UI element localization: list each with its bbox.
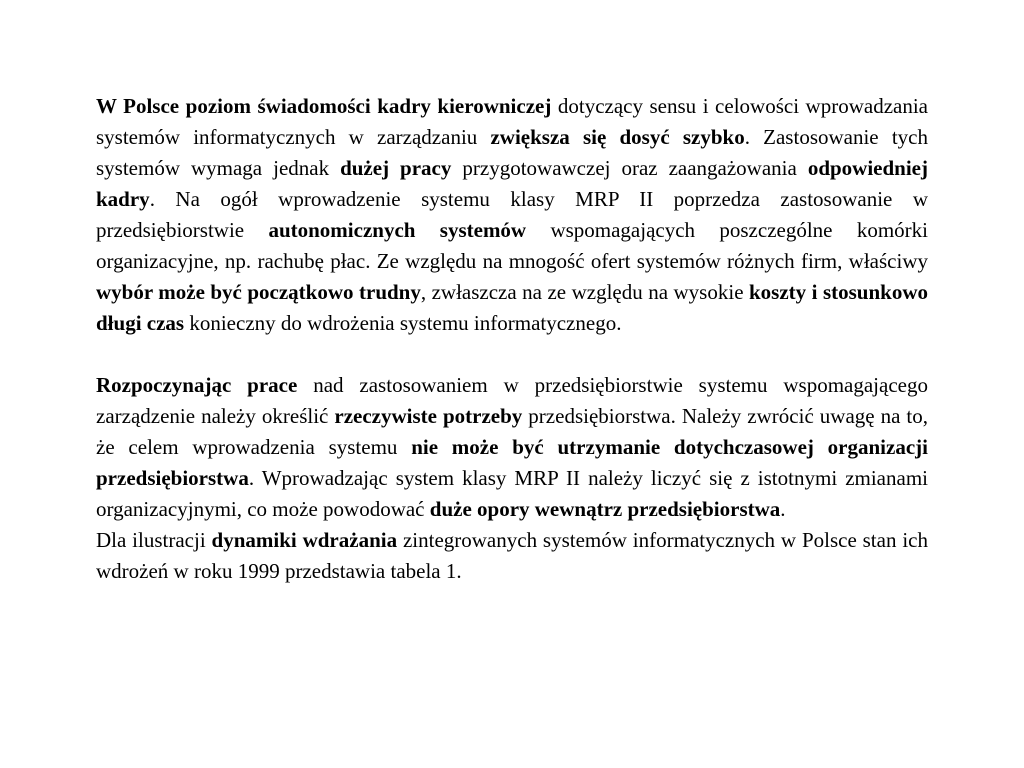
paragraph-starting-work	[96, 370, 928, 525]
text-run: wspomagających poszczególne komórki organizacyjne, np. rachubę płac. Ze względu na mnogość ofert systemów różnych firm, właściwy	[96, 218, 928, 273]
text-run: konieczny do wdrożenia systemu informatycznego.	[184, 311, 622, 335]
text-run: nad zastosowaniem w przedsiębiorstwie systemu wspomagającego zarządzenie należy określić	[96, 373, 928, 428]
text-run: Dla ilustracji	[96, 528, 212, 552]
paragraph-illustration	[96, 525, 928, 587]
paragraph-awareness	[96, 91, 928, 339]
bold-phrase: autonomicznych systemów	[268, 218, 527, 242]
bold-phrase: duże opory wewnątrz przedsiębiorstwa	[429, 497, 781, 521]
bold-phrase: Rozpoczynając prace	[96, 373, 298, 397]
text-run: , zwłaszcza na ze względu na wysokie	[420, 280, 749, 304]
bold-phrase: W Polsce poziom świadomości kadry kierowniczej	[96, 94, 552, 118]
text-run: . Zastosowanie tych systemów wymaga jednak	[96, 125, 928, 180]
text-run: . Wprowadzając system klasy MRP II należy liczyć się z istotnymi zmianami organizacyjnymi, co może powodować	[96, 466, 928, 521]
text-run: . Na ogół wprowadzenie systemu klasy MRP II poprzedza zastosowanie w przedsiębiorstwie	[96, 187, 928, 242]
text-run: przygotowawczej oraz zaangażowania	[451, 156, 808, 180]
bold-phrase: dynamiki wdrażania	[211, 528, 398, 552]
text-run: przedsiębiorstwa. Należy zwrócić uwagę na to, że celem wprowadzenia systemu	[96, 404, 928, 459]
bold-phrase: rzeczywiste potrzeby	[334, 404, 523, 428]
document-body	[96, 91, 928, 587]
bold-phrase: koszty i stosunkowo długi czas	[96, 280, 929, 335]
bold-phrase: zwiększa się dosyć szybko	[490, 125, 745, 149]
bold-phrase: odpowiedniej kadry	[96, 156, 928, 211]
bold-phrase: dużej pracy	[340, 156, 452, 180]
text-run: dotyczący sensu i celowości wprowadzania systemów informatycznych w zarządzaniu	[96, 94, 928, 149]
bold-phrase: wybór może być początkowo trudny	[96, 280, 421, 304]
text-run: zintegrowanych systemów informatycznych w Polsce stan ich wdrożeń w roku 1999 przedstawia tabela 1.	[96, 528, 928, 583]
text-run: .	[780, 497, 786, 521]
bold-phrase: nie może być utrzymanie dotychczasowej organizacji przedsiębiorstwa	[96, 435, 928, 490]
